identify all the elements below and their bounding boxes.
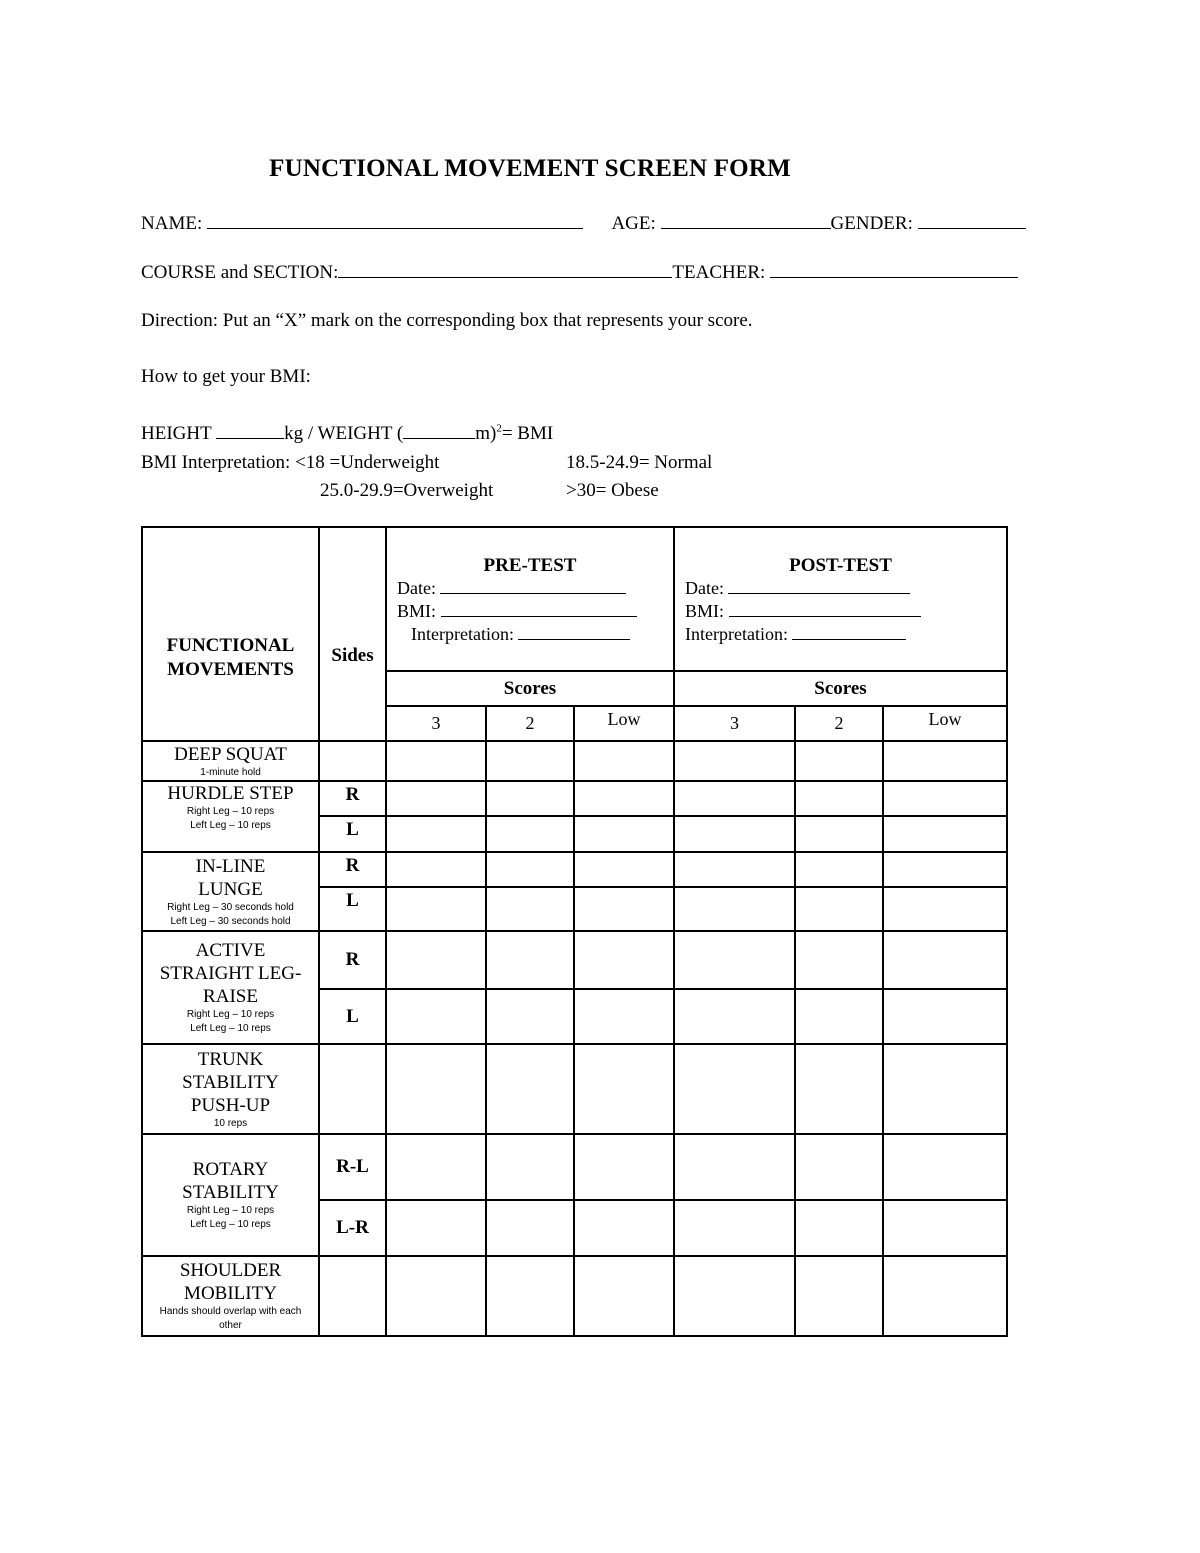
score-box[interactable] bbox=[574, 852, 674, 887]
score-box[interactable] bbox=[883, 1200, 1007, 1256]
score-box[interactable] bbox=[574, 989, 674, 1044]
score-box[interactable] bbox=[674, 1134, 795, 1200]
score-box[interactable] bbox=[574, 1134, 674, 1200]
table-row bbox=[142, 852, 1007, 887]
kg-label: kg / WEIGHT ( bbox=[284, 423, 404, 444]
score-box[interactable] bbox=[883, 989, 1007, 1044]
post-test-date-label: Date: bbox=[685, 578, 724, 598]
score-box[interactable] bbox=[883, 781, 1007, 816]
score-box[interactable] bbox=[386, 1200, 486, 1256]
score-box[interactable] bbox=[795, 781, 883, 816]
post-test-title: POST-TEST bbox=[789, 555, 892, 576]
score-box[interactable] bbox=[574, 887, 674, 931]
movement-note: 1-minute hold bbox=[200, 766, 261, 778]
score-box[interactable] bbox=[883, 931, 1007, 989]
score-box[interactable] bbox=[795, 1044, 883, 1134]
table-row bbox=[142, 1134, 1007, 1200]
score-box[interactable] bbox=[574, 1044, 674, 1134]
age-field[interactable] bbox=[661, 212, 831, 229]
pre-test-date-row bbox=[397, 577, 663, 600]
pre-test-date-label: Date: bbox=[397, 578, 436, 598]
movement-note: Right Leg – 30 seconds hold bbox=[167, 901, 294, 913]
score-box[interactable] bbox=[674, 852, 795, 887]
bmi-interp-label: BMI Interpretation: bbox=[141, 452, 291, 473]
score-box[interactable] bbox=[486, 887, 574, 931]
score-box[interactable] bbox=[795, 741, 883, 781]
movement-name: DEEP SQUAT bbox=[174, 743, 287, 765]
movement-name: SHOULDER MOBILITY bbox=[179, 1260, 282, 1304]
squared-sup: 2 bbox=[496, 422, 502, 435]
movement-active-straight-leg-raise bbox=[142, 931, 319, 1044]
side-label: L bbox=[319, 887, 386, 931]
bmi-overweight: 25.0-29.9=Overweight bbox=[320, 480, 494, 501]
score-box[interactable] bbox=[386, 852, 486, 887]
movement-note: 10 reps bbox=[213, 1117, 248, 1129]
score-box[interactable] bbox=[674, 741, 795, 781]
post-test-interp-field[interactable] bbox=[792, 625, 906, 640]
movement-name: TRUNK STABILITY PUSH-UP bbox=[182, 1048, 279, 1116]
score-box[interactable] bbox=[674, 989, 795, 1044]
pre-test-title: PRE-TEST bbox=[483, 555, 577, 576]
post-test-bmi-label: BMI: bbox=[685, 601, 725, 621]
post-score-col-2: 2 bbox=[795, 706, 883, 741]
score-box[interactable] bbox=[386, 887, 486, 931]
table-row bbox=[142, 781, 1007, 816]
table-row bbox=[142, 741, 1007, 781]
side-cell bbox=[319, 741, 386, 781]
bmi-underweight: <18 =Underweight bbox=[295, 452, 440, 473]
form-title: FUNCTIONAL MOVEMENT SCREEN FORM bbox=[269, 155, 791, 182]
score-box[interactable] bbox=[386, 1134, 486, 1200]
course-field[interactable] bbox=[338, 261, 672, 278]
name-field[interactable] bbox=[207, 212, 583, 229]
score-box[interactable] bbox=[386, 1044, 486, 1134]
pre-test-bmi-row bbox=[397, 600, 663, 623]
score-box[interactable] bbox=[883, 816, 1007, 852]
pre-score-col-3: 3 bbox=[386, 706, 486, 741]
pre-test-bmi-label: BMI: bbox=[397, 601, 437, 621]
score-box[interactable] bbox=[486, 1134, 574, 1200]
score-box[interactable] bbox=[795, 887, 883, 931]
score-box[interactable] bbox=[386, 781, 486, 816]
score-box[interactable] bbox=[386, 931, 486, 989]
movement-note: Left Leg – 30 seconds hold bbox=[170, 915, 291, 927]
movement-in-line-lunge bbox=[142, 852, 319, 931]
col-sides-label: Sides bbox=[331, 645, 374, 666]
movement-note: Right Leg – 10 reps bbox=[186, 1009, 275, 1020]
movement-shoulder-mobility bbox=[142, 1256, 319, 1336]
post-test-date-row bbox=[685, 577, 996, 600]
col-functional-movements bbox=[142, 527, 319, 741]
height-label: HEIGHT bbox=[141, 423, 212, 444]
score-box[interactable] bbox=[574, 816, 674, 852]
col-functional-movements-label: FUNCTIONAL MOVEMENTS bbox=[166, 635, 295, 680]
score-box[interactable] bbox=[795, 852, 883, 887]
score-box[interactable] bbox=[574, 781, 674, 816]
side-cell bbox=[319, 1256, 386, 1336]
bmi-formula bbox=[141, 422, 553, 445]
score-box[interactable] bbox=[883, 1134, 1007, 1200]
score-box[interactable] bbox=[795, 1200, 883, 1256]
score-box[interactable] bbox=[486, 1256, 574, 1336]
score-box[interactable] bbox=[386, 1256, 486, 1336]
pre-test-date-field[interactable] bbox=[440, 579, 626, 594]
movement-note: Left Leg – 10 reps bbox=[190, 1023, 271, 1034]
score-box[interactable] bbox=[795, 989, 883, 1044]
post-test-interp-row bbox=[685, 623, 996, 646]
side-cell bbox=[319, 1044, 386, 1134]
post-test-interp-label: Interpretation: bbox=[685, 624, 788, 644]
side-label: R bbox=[319, 781, 386, 816]
score-box[interactable] bbox=[674, 931, 795, 989]
weight-field[interactable] bbox=[403, 422, 475, 439]
score-box[interactable] bbox=[486, 931, 574, 989]
movement-note: Right Leg – 10 reps bbox=[186, 806, 275, 817]
pre-test-interp-label: Interpretation: bbox=[411, 624, 514, 644]
table-row bbox=[142, 931, 1007, 989]
score-box[interactable] bbox=[486, 989, 574, 1044]
score-box[interactable] bbox=[486, 781, 574, 816]
pre-score-col-low: Low bbox=[574, 706, 674, 741]
m-label: m) bbox=[475, 423, 497, 444]
age-label: AGE: bbox=[611, 213, 656, 234]
side-label: L-R bbox=[319, 1200, 386, 1256]
post-test-date-field[interactable] bbox=[728, 579, 910, 594]
table-row bbox=[142, 1044, 1007, 1134]
score-box[interactable] bbox=[486, 1200, 574, 1256]
movement-name: IN-LINE LUNGE bbox=[195, 855, 266, 900]
score-box[interactable] bbox=[386, 989, 486, 1044]
movement-note: Right Leg – 10 reps bbox=[186, 1205, 275, 1216]
score-box[interactable] bbox=[574, 1200, 674, 1256]
side-label: L bbox=[319, 989, 386, 1044]
score-box[interactable] bbox=[574, 741, 674, 781]
movement-name: ACTIVE STRAIGHT LEG-RAISE bbox=[159, 940, 302, 1007]
side-label: R bbox=[319, 931, 386, 989]
score-box[interactable] bbox=[674, 1256, 795, 1336]
teacher-field[interactable] bbox=[770, 261, 1018, 278]
table-row bbox=[142, 1256, 1007, 1336]
teacher-label: TEACHER: bbox=[672, 262, 766, 283]
movement-name: HURDLE STEP bbox=[167, 783, 294, 804]
gender-field[interactable] bbox=[918, 212, 1026, 229]
movement-rotary-stability bbox=[142, 1134, 319, 1256]
score-table bbox=[141, 526, 1008, 1337]
movement-note: Hands should overlap with each other bbox=[159, 1306, 302, 1331]
side-label: R-L bbox=[319, 1134, 386, 1200]
movement-name: ROTARY STABILITY bbox=[182, 1159, 279, 1203]
score-box[interactable] bbox=[486, 852, 574, 887]
score-box[interactable] bbox=[486, 741, 574, 781]
score-box[interactable] bbox=[674, 816, 795, 852]
pre-test-interp-row bbox=[397, 623, 663, 646]
name-age-gender-line bbox=[141, 212, 1026, 235]
score-box[interactable] bbox=[674, 887, 795, 931]
post-test-bmi-field[interactable] bbox=[729, 602, 921, 617]
course-label: COURSE and SECTION: bbox=[141, 262, 339, 283]
movement-note: Left Leg – 10 reps bbox=[190, 1219, 271, 1230]
direction-text: Direction: Put an “X” mark on the corresponding box that represents your score. bbox=[141, 310, 753, 331]
score-box[interactable] bbox=[574, 1256, 674, 1336]
pre-test-header bbox=[386, 527, 674, 671]
score-box[interactable] bbox=[674, 781, 795, 816]
score-box[interactable] bbox=[883, 887, 1007, 931]
post-scores-label: Scores bbox=[674, 671, 1007, 706]
score-box[interactable] bbox=[795, 931, 883, 989]
movement-deep-squat bbox=[142, 741, 319, 781]
score-box[interactable] bbox=[883, 1256, 1007, 1336]
bmi-howto: How to get your BMI: bbox=[141, 366, 311, 387]
pre-test-interp-field[interactable] bbox=[518, 625, 630, 640]
movement-hurdle-step bbox=[142, 781, 319, 852]
name-label: NAME: bbox=[141, 213, 203, 234]
score-box[interactable] bbox=[386, 816, 486, 852]
height-field[interactable] bbox=[216, 422, 284, 439]
score-table-wrap bbox=[141, 526, 1008, 1337]
pre-score-col-2: 2 bbox=[486, 706, 574, 741]
score-box[interactable] bbox=[795, 816, 883, 852]
post-score-col-3: 3 bbox=[674, 706, 795, 741]
post-score-col-low: Low bbox=[883, 706, 1007, 741]
score-box[interactable] bbox=[883, 1044, 1007, 1134]
score-box[interactable] bbox=[574, 931, 674, 989]
score-box[interactable] bbox=[883, 741, 1007, 781]
side-label: L bbox=[319, 816, 386, 852]
pre-test-bmi-field[interactable] bbox=[441, 602, 637, 617]
movement-trunk-stability-push-up bbox=[142, 1044, 319, 1134]
post-test-bmi-row bbox=[685, 600, 996, 623]
bmi-normal: 18.5-24.9= Normal bbox=[566, 452, 713, 473]
course-teacher-line bbox=[141, 261, 1018, 284]
score-box[interactable] bbox=[674, 1200, 795, 1256]
bmi-equals: = BMI bbox=[501, 423, 554, 444]
score-box[interactable] bbox=[883, 852, 1007, 887]
score-box[interactable] bbox=[486, 816, 574, 852]
bmi-obese: >30= Obese bbox=[566, 480, 659, 501]
score-box[interactable] bbox=[674, 1044, 795, 1134]
movement-note: Left Leg – 10 reps bbox=[190, 820, 271, 831]
side-label: R bbox=[319, 852, 386, 887]
score-box[interactable] bbox=[795, 1256, 883, 1336]
post-test-header bbox=[674, 527, 1007, 671]
gender-label: GENDER: bbox=[830, 213, 913, 234]
pre-scores-label: Scores bbox=[386, 671, 674, 706]
bmi-interp-line-1 bbox=[141, 452, 439, 474]
score-box[interactable] bbox=[386, 741, 486, 781]
col-sides bbox=[319, 527, 386, 741]
score-box[interactable] bbox=[486, 1044, 574, 1134]
score-box[interactable] bbox=[795, 1134, 883, 1200]
